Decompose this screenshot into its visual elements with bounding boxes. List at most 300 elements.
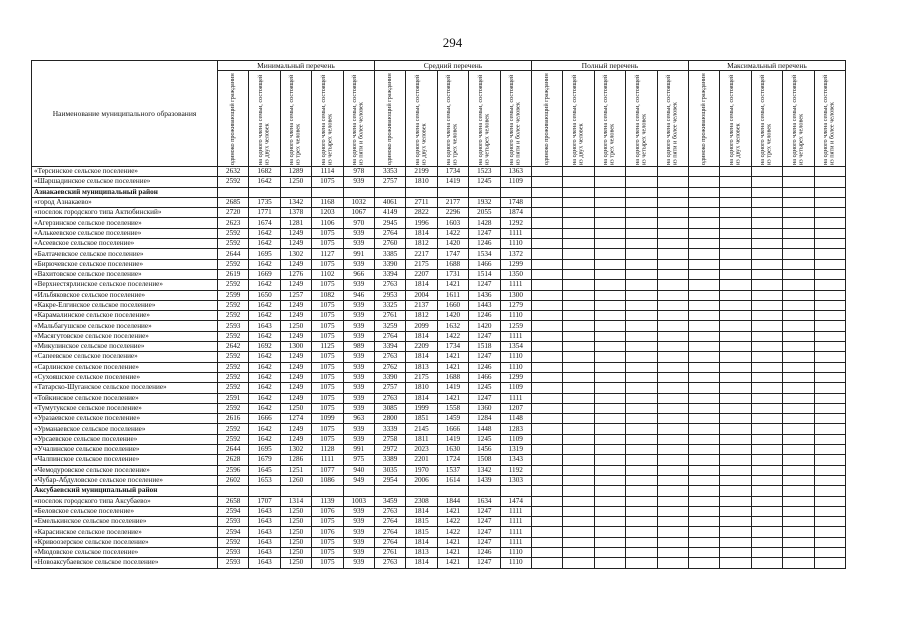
value-cell: [563, 321, 594, 331]
value-cell: 2592: [218, 537, 249, 547]
value-cell: 1075: [312, 331, 343, 341]
value-cell: [594, 197, 625, 207]
value-cell: [626, 517, 657, 527]
value-cell: 1735: [249, 197, 280, 207]
value-cell: [720, 177, 751, 187]
value-cell: [814, 403, 845, 413]
value-cell: 1813: [406, 547, 437, 557]
value-cell: 2592: [218, 259, 249, 269]
value-cell: 1110: [500, 352, 531, 362]
value-cell: 991: [343, 445, 374, 455]
value-cell: 1814: [406, 537, 437, 547]
table-row: [32, 290, 846, 300]
value-cell: 1109: [500, 383, 531, 393]
value-cell: [594, 547, 625, 557]
value-cell: [814, 537, 845, 547]
value-cell: 2145: [406, 424, 437, 434]
value-cell: 1666: [437, 424, 468, 434]
value-cell: 1168: [312, 197, 343, 207]
value-cell: [563, 259, 594, 269]
value-cell: [783, 352, 814, 362]
value-cell: 978: [343, 167, 374, 177]
value-cell: [594, 228, 625, 238]
value-cell: 2199: [406, 167, 437, 177]
value-cell: 1075: [312, 177, 343, 187]
value-cell: [720, 239, 751, 249]
municipality-name: «Терсинское сельское поселение»: [32, 167, 218, 177]
value-cell: [626, 362, 657, 372]
value-cell: [783, 496, 814, 506]
value-cell: 1474: [500, 496, 531, 506]
value-cell: [814, 496, 845, 506]
table-row: [32, 558, 846, 568]
value-cell: [688, 331, 719, 341]
value-cell: 1815: [406, 517, 437, 527]
value-cell: [657, 362, 688, 372]
value-cell: 1003: [343, 496, 374, 506]
empty-cell: [626, 486, 657, 496]
value-cell: 1643: [249, 527, 280, 537]
value-cell: 1032: [343, 197, 374, 207]
municipality-name: «Бирючевское сельское поселение»: [32, 259, 218, 269]
value-cell: 1246: [469, 362, 500, 372]
value-cell: [594, 527, 625, 537]
municipality-name: «Верхнестярлинское сельское поселение»: [32, 280, 218, 290]
value-cell: 1125: [312, 342, 343, 352]
value-cell: [563, 517, 594, 527]
value-cell: 1249: [280, 424, 311, 434]
value-cell: [531, 249, 562, 259]
value-cell: [688, 517, 719, 527]
value-cell: [814, 465, 845, 475]
value-cell: [783, 208, 814, 218]
value-cell: [626, 259, 657, 269]
value-cell: [783, 167, 814, 177]
value-cell: 970: [343, 218, 374, 228]
value-cell: 1299: [500, 259, 531, 269]
subheader-label: на одного члена семьи, состоящей из четырех человек: [790, 74, 805, 165]
table-header: [32, 61, 846, 167]
subheader-cell: [469, 71, 500, 167]
table-row: [32, 259, 846, 269]
value-cell: 1192: [500, 465, 531, 475]
empty-cell: [814, 486, 845, 496]
value-cell: 1421: [437, 393, 468, 403]
value-cell: 1813: [406, 362, 437, 372]
value-cell: 1514: [469, 269, 500, 279]
value-cell: 1249: [280, 331, 311, 341]
value-cell: [751, 558, 782, 568]
value-cell: [531, 496, 562, 506]
value-cell: 1421: [437, 362, 468, 372]
value-cell: [814, 352, 845, 362]
value-cell: [751, 445, 782, 455]
value-cell: 1246: [469, 239, 500, 249]
value-cell: 1815: [406, 527, 437, 537]
value-cell: [720, 496, 751, 506]
empty-cell: [218, 187, 249, 197]
value-cell: [688, 177, 719, 187]
value-cell: [563, 311, 594, 321]
value-cell: 1075: [312, 239, 343, 249]
value-cell: 963: [343, 414, 374, 424]
subheader-label: на одного члена семьи, состоящей из пяти и более человек: [508, 74, 522, 165]
table-row: [32, 455, 846, 465]
municipality-name: «Карасинское сельское поселение»: [32, 527, 218, 537]
subheader-label: на одного члена семьи, состоящей из четырех человек: [633, 74, 648, 165]
value-cell: [814, 259, 845, 269]
subheader-label: на одного члена семьи, состоящей из трех человек: [288, 74, 302, 165]
value-cell: 1075: [312, 383, 343, 393]
value-cell: [657, 342, 688, 352]
municipality-name: «Карамалинское сельское поселение»: [32, 311, 218, 321]
value-cell: 1614: [437, 475, 468, 485]
value-cell: [626, 547, 657, 557]
empty-cell: [437, 486, 468, 496]
value-cell: [657, 197, 688, 207]
value-cell: 939: [343, 558, 374, 568]
value-cell: [563, 197, 594, 207]
value-cell: [531, 208, 562, 218]
municipality-name: «Масягутовское сельское поселение»: [32, 331, 218, 341]
value-cell: [563, 218, 594, 228]
value-cell: [657, 414, 688, 424]
value-cell: 1249: [280, 280, 311, 290]
municipality-name: «Сарлинское сельское поселение»: [32, 362, 218, 372]
subheader-cell: [249, 71, 280, 167]
value-cell: 1996: [406, 218, 437, 228]
table-row: [32, 465, 846, 475]
value-cell: [657, 239, 688, 249]
empty-cell: [594, 187, 625, 197]
value-cell: [783, 558, 814, 568]
value-cell: 1420: [437, 239, 468, 249]
value-cell: 1111: [500, 393, 531, 403]
value-cell: 1111: [500, 537, 531, 547]
value-cell: [814, 547, 845, 557]
value-cell: [626, 321, 657, 331]
empty-cell: [280, 486, 311, 496]
value-cell: [594, 167, 625, 177]
value-cell: 1247: [469, 527, 500, 537]
value-cell: [626, 372, 657, 382]
municipality-name: «город Азнакаево»: [32, 197, 218, 207]
subheader-label: на одного члена семьи, состоящей из четырех человек: [319, 74, 334, 165]
value-cell: 1247: [469, 228, 500, 238]
value-cell: 1292: [500, 218, 531, 228]
value-cell: 1128: [312, 445, 343, 455]
value-cell: 3390: [374, 372, 405, 382]
table-row: [32, 208, 846, 218]
value-cell: [783, 445, 814, 455]
value-cell: 1075: [312, 547, 343, 557]
value-cell: [688, 249, 719, 259]
value-cell: [626, 342, 657, 352]
municipality-name: «Асеевское сельское поселение»: [32, 239, 218, 249]
table-row: [32, 331, 846, 341]
value-cell: [531, 228, 562, 238]
value-cell: 1642: [249, 403, 280, 413]
subheader-label: на одного члена семьи, состоящей из трех человек: [602, 74, 616, 165]
value-cell: 1075: [312, 558, 343, 568]
value-cell: [720, 434, 751, 444]
municipality-name: «Шаршадинское сельское поселение»: [32, 177, 218, 187]
value-cell: 1109: [500, 177, 531, 187]
value-cell: [594, 496, 625, 506]
value-cell: [751, 424, 782, 434]
value-cell: [563, 383, 594, 393]
value-cell: [594, 342, 625, 352]
value-cell: [594, 558, 625, 568]
subheader-label: одиноко проживающий гражданин: [228, 72, 236, 165]
value-cell: [720, 445, 751, 455]
value-cell: [751, 218, 782, 228]
value-cell: 1643: [249, 517, 280, 527]
value-cell: 1748: [500, 197, 531, 207]
subheader-cell: [751, 71, 782, 167]
value-cell: [531, 424, 562, 434]
value-cell: [626, 455, 657, 465]
value-cell: 1247: [469, 517, 500, 527]
value-cell: 989: [343, 342, 374, 352]
value-cell: 1771: [249, 208, 280, 218]
value-cell: [563, 228, 594, 238]
empty-cell: [437, 187, 468, 197]
value-cell: [563, 393, 594, 403]
value-cell: [783, 300, 814, 310]
value-cell: [814, 506, 845, 516]
value-cell: 1558: [437, 403, 468, 413]
value-cell: 1518: [469, 342, 500, 352]
subheader-label: на одного члена семьи, состоящей из четырех человек: [476, 74, 491, 165]
value-cell: [720, 331, 751, 341]
value-cell: [531, 259, 562, 269]
value-cell: 2592: [218, 239, 249, 249]
value-cell: 1419: [437, 434, 468, 444]
value-cell: [720, 218, 751, 228]
value-cell: 2592: [218, 228, 249, 238]
table-row: [32, 321, 846, 331]
table-row: [32, 269, 846, 279]
value-cell: 1707: [249, 496, 280, 506]
value-cell: 1642: [249, 300, 280, 310]
value-cell: 1643: [249, 537, 280, 547]
table-row: [32, 393, 846, 403]
value-cell: [531, 167, 562, 177]
value-cell: [657, 290, 688, 300]
value-cell: [751, 414, 782, 424]
value-cell: [751, 290, 782, 300]
value-cell: 1814: [406, 331, 437, 341]
value-cell: [594, 403, 625, 413]
value-cell: 1508: [469, 455, 500, 465]
value-cell: 2764: [374, 537, 405, 547]
value-cell: [657, 455, 688, 465]
empty-cell: [406, 486, 437, 496]
value-cell: 1650: [249, 290, 280, 300]
value-cell: 1439: [469, 475, 500, 485]
value-cell: [688, 228, 719, 238]
municipality-name: «Учалинское сельское поселение»: [32, 445, 218, 455]
value-cell: 1643: [249, 558, 280, 568]
value-cell: 939: [343, 259, 374, 269]
page-number: 294: [442, 35, 463, 50]
group-header: Полный перечень: [531, 61, 688, 71]
empty-cell: [280, 187, 311, 197]
value-cell: 1448: [469, 424, 500, 434]
empty-cell: [249, 486, 280, 496]
value-cell: [688, 414, 719, 424]
municipality-name: «Емелькинское сельское поселение»: [32, 517, 218, 527]
value-cell: [594, 259, 625, 269]
value-cell: 1695: [249, 249, 280, 259]
value-cell: 1289: [280, 167, 311, 177]
table-row: [32, 496, 846, 506]
value-cell: 1814: [406, 352, 437, 362]
value-cell: 975: [343, 455, 374, 465]
value-cell: [751, 527, 782, 537]
value-cell: 1245: [469, 383, 500, 393]
value-cell: [688, 434, 719, 444]
value-cell: 939: [343, 352, 374, 362]
municipality-name: «Тумутукское сельское поселение»: [32, 403, 218, 413]
value-cell: 1642: [249, 424, 280, 434]
value-cell: 1111: [500, 331, 531, 341]
value-cell: 1420: [469, 321, 500, 331]
value-cell: [720, 372, 751, 382]
value-cell: [783, 455, 814, 465]
value-cell: [626, 465, 657, 475]
value-cell: 3389: [374, 455, 405, 465]
value-cell: [783, 321, 814, 331]
value-cell: 3390: [374, 259, 405, 269]
value-cell: [720, 197, 751, 207]
subheader-cell: [218, 71, 249, 167]
value-cell: 2592: [218, 383, 249, 393]
value-cell: 1250: [280, 537, 311, 547]
value-cell: 1422: [437, 331, 468, 341]
value-cell: 2764: [374, 517, 405, 527]
value-cell: [720, 537, 751, 547]
value-cell: [657, 445, 688, 455]
value-cell: 1343: [500, 455, 531, 465]
value-cell: 939: [343, 311, 374, 321]
value-cell: [626, 506, 657, 516]
value-cell: 949: [343, 475, 374, 485]
value-cell: [563, 414, 594, 424]
value-cell: [688, 269, 719, 279]
value-cell: [751, 239, 782, 249]
value-cell: [563, 475, 594, 485]
value-cell: 1075: [312, 362, 343, 372]
value-cell: 1466: [469, 372, 500, 382]
value-cell: 1731: [437, 269, 468, 279]
value-cell: 2619: [218, 269, 249, 279]
value-cell: [751, 167, 782, 177]
table-row: [32, 249, 846, 259]
value-cell: 1874: [500, 208, 531, 218]
value-cell: 1250: [280, 506, 311, 516]
value-cell: [657, 547, 688, 557]
value-cell: [814, 280, 845, 290]
value-cell: 1999: [406, 403, 437, 413]
value-cell: 1932: [469, 197, 500, 207]
value-cell: [720, 269, 751, 279]
value-cell: 1257: [280, 290, 311, 300]
value-cell: 939: [343, 393, 374, 403]
value-cell: [626, 393, 657, 403]
value-cell: [814, 311, 845, 321]
subheader-cell: [814, 71, 845, 167]
value-cell: [563, 177, 594, 187]
value-cell: 2757: [374, 383, 405, 393]
value-cell: [657, 352, 688, 362]
value-cell: 1250: [280, 527, 311, 537]
value-cell: 1420: [437, 311, 468, 321]
value-cell: [751, 547, 782, 557]
value-cell: [720, 249, 751, 259]
value-cell: [657, 475, 688, 485]
value-cell: [563, 167, 594, 177]
value-cell: 1075: [312, 259, 343, 269]
value-cell: 939: [343, 547, 374, 557]
empty-cell: [469, 187, 500, 197]
table-row: [32, 547, 846, 557]
subheader-cell: [720, 71, 751, 167]
value-cell: [720, 352, 751, 362]
value-cell: 2711: [406, 197, 437, 207]
value-cell: 1249: [280, 259, 311, 269]
value-cell: 1459: [437, 414, 468, 424]
value-cell: 1249: [280, 228, 311, 238]
value-cell: 1274: [280, 414, 311, 424]
value-cell: 1111: [500, 280, 531, 290]
value-cell: [814, 239, 845, 249]
empty-cell: [312, 187, 343, 197]
value-cell: [531, 280, 562, 290]
value-cell: [563, 372, 594, 382]
value-cell: 1421: [437, 537, 468, 547]
value-cell: [626, 403, 657, 413]
value-cell: [783, 280, 814, 290]
value-cell: 2954: [374, 475, 405, 485]
value-cell: [814, 269, 845, 279]
value-cell: 1319: [500, 445, 531, 455]
value-cell: [531, 197, 562, 207]
value-cell: [626, 558, 657, 568]
value-cell: 940: [343, 465, 374, 475]
subheader-cell: [626, 71, 657, 167]
value-cell: 1111: [312, 455, 343, 465]
municipality-name: «Балтачевское сельское поселение»: [32, 249, 218, 259]
value-cell: 1692: [249, 342, 280, 352]
value-cell: 1249: [280, 239, 311, 249]
value-cell: [720, 290, 751, 300]
value-cell: 1110: [500, 239, 531, 249]
municipality-name: «Новоаксубаевское сельское поселение»: [32, 558, 218, 568]
empty-cell: [657, 187, 688, 197]
subheader-cell: [594, 71, 625, 167]
value-cell: [563, 496, 594, 506]
table-row: [32, 300, 846, 310]
value-cell: [531, 300, 562, 310]
value-cell: [563, 434, 594, 444]
value-cell: [563, 249, 594, 259]
value-cell: 1643: [249, 321, 280, 331]
empty-cell: [720, 486, 751, 496]
value-cell: [688, 352, 719, 362]
value-cell: [814, 177, 845, 187]
